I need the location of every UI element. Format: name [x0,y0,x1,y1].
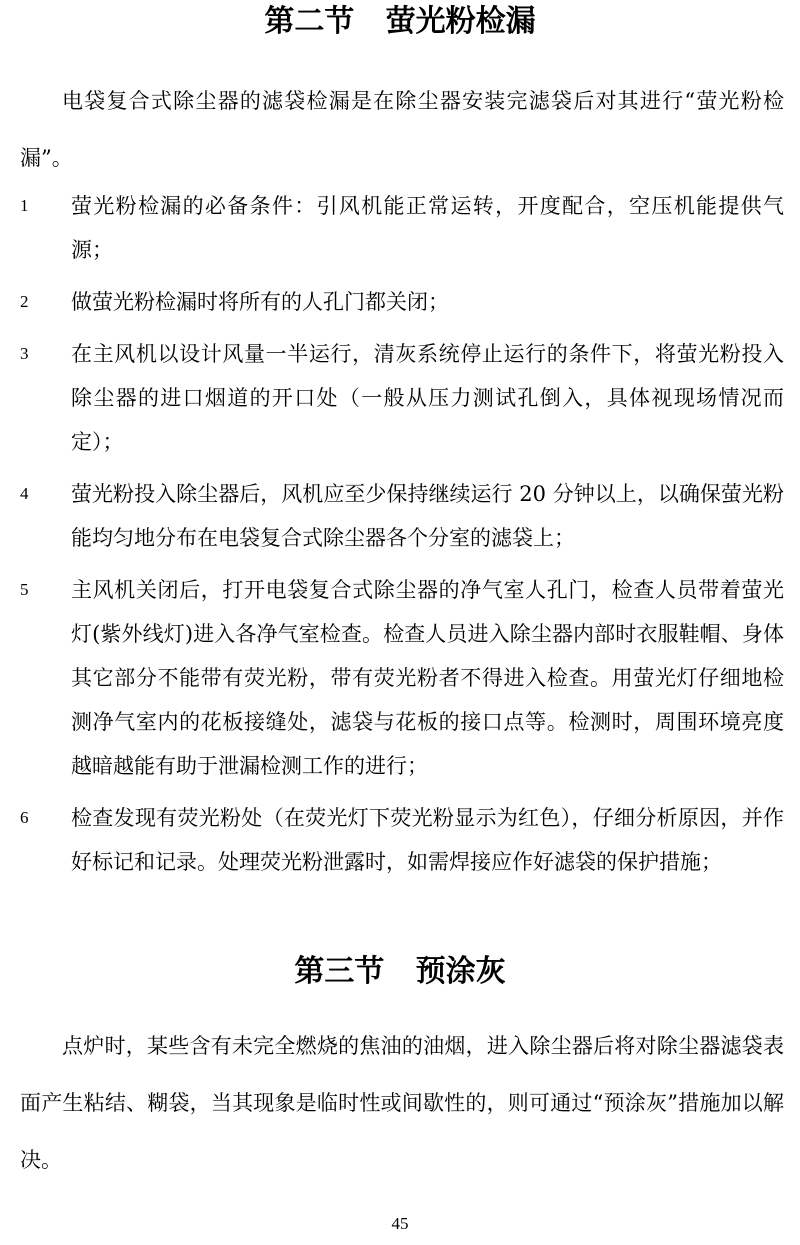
list-item-number: 2 [20,292,29,311]
list-item-number: 6 [20,808,29,827]
list-item-text: 检查发现有荧光粉处（在荧光灯下荧光粉显示为红色），仔细分析原因，并作好标记和记录。处理荧光粉泄露时，如需焊接应作好滤袋的保护措施； [71,806,784,874]
list-item-text: 主风机关闭后，打开电袋复合式除尘器的净气室人孔门，检查人员带着萤光灯(紫外线灯)进入各净气室检查。检查人员进入除尘器内部时衣服鞋帽、身体其它部分不能带有荧光粉，带有荧光粉者不得进入检查。用萤光灯仔细地检测净气室内的花板接缝处，滤袋与花板的接口点等。检测时，周围环境亮度越暗越能有助于泄漏检测工作的进行； [71,578,784,778]
list-item-text: 萤光粉检漏的必备条件：引风机能正常运转，开度配合，空压机能提供气源； [71,194,784,262]
section-2-intro: 电袋复合式除尘器的滤袋检漏是在除尘器安装完滤袋后对其进行“萤光粉检漏”。 [20,89,784,170]
leak-check-steps [0,184,800,892]
list-item-number: 1 [20,196,29,215]
list-item-text: 萤光粉投入除尘器后，风机应至少保持继续运行 20 分钟以上，以确保萤光粉能均匀地分布在电袋复合式除尘器各个分室的滤袋上； [71,482,784,550]
list-item [0,796,784,884]
list-item [0,332,784,464]
list-item [0,568,784,788]
list-item [0,184,784,272]
list-item-text: 在主风机以设计风量一半运行，清灰系统停止运行的条件下，将萤光粉投入除尘器的进口烟道的开口处（一般从压力测试孔倒入，具体视现场情况而定）； [71,342,784,454]
list-item-number: 5 [20,580,29,599]
page-number: 45 [391,1214,409,1233]
list-item [0,280,784,324]
list-item-number: 3 [20,344,29,363]
section-3-title: 第三节 预涂灰 [294,954,506,989]
section-2-title: 第二节 萤光粉检漏 [264,4,536,39]
list-item-text: 做萤光粉检漏时将所有的人孔门都关闭； [71,290,449,314]
section-3-body: 点炉时，某些含有未完全燃烧的焦油的油烟，进入除尘器后将对除尘器滤袋表面产生粘结、糊袋，当其现象是临时性或间歇性的，则可通过“预涂灰”措施加以解决。 [20,1034,784,1172]
list-item [0,472,784,560]
list-item-number: 4 [20,484,29,503]
